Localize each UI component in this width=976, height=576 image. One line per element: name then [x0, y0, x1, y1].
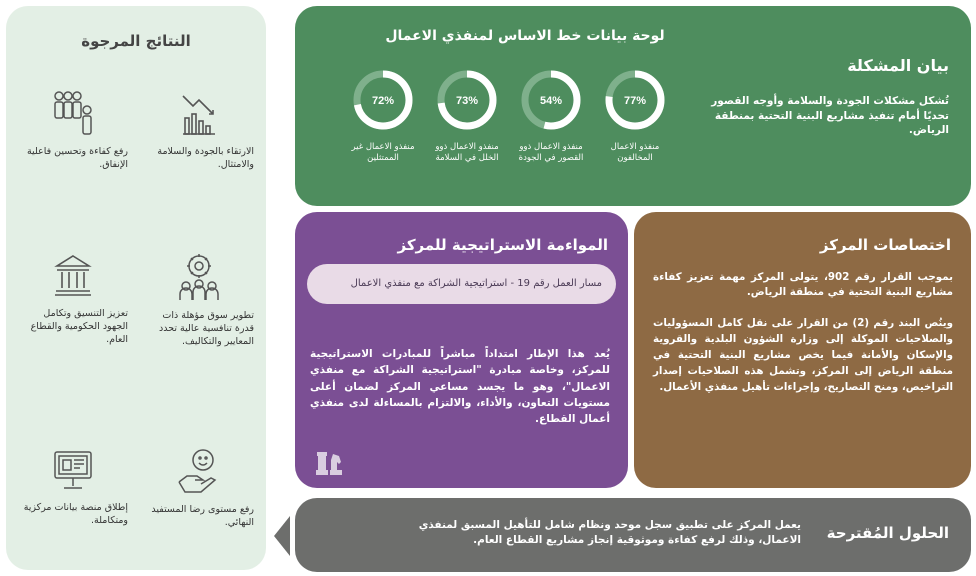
kpi-gauge — [427, 68, 507, 164]
problem-body: تُشكل مشكلات الجودة والسلامة وأوجه القصور تحديًا أمام تنفيذ مشاريع البنية التحتية بمنطقة الرياض. — [711, 95, 949, 137]
arrow-left-icon — [274, 516, 290, 556]
chess-pieces-icon — [315, 448, 345, 478]
competencies-body-2: وينُص البند رقم (2) من القرار على نقل كامل المسؤوليات والصلاحيات الموكلة إلى وزارة الشؤون البلدية والقروية والإسكان والأمانة فيما يخص مشاريع البنية التحتية في منطقة الرياض إلى المركز، وتشمل هذه الصلاحيات إصدار التراخيص، ومنح التصاريح، وإجراءات تأهيل منفذي الأعمال. — [653, 317, 953, 393]
outcome-item — [14, 446, 132, 528]
kpi-gauge — [511, 68, 591, 164]
ring-gauge-icon — [519, 68, 583, 132]
hand-satisfaction-icon — [177, 446, 221, 496]
competencies-title: اختصاصات المركز — [819, 236, 951, 254]
gauge-value: 73% — [455, 95, 479, 107]
gauge-value: 54% — [539, 95, 563, 107]
gauge-value: 72% — [371, 95, 395, 107]
ring-gauge-icon — [351, 68, 415, 132]
government-building-icon — [53, 252, 93, 300]
outcomes-panel — [6, 6, 266, 570]
gauge-label: منفذو الاعمال ذوو الخلل في السلامة — [435, 142, 499, 164]
ring-gauge-icon — [603, 68, 667, 132]
proposed-solutions-bar — [295, 498, 971, 572]
outcome-label: إطلاق منصة بيانات مركزية ومتكاملة. — [23, 502, 128, 526]
chart-decline-icon — [179, 88, 219, 138]
kpi-gauge — [595, 68, 675, 164]
outcome-label: تعزيز التنسيق وتكامل الجهود الحكومية والقطاع العام. — [30, 308, 128, 345]
outcome-label: تطوير سوق مؤهلة ذات قدرة تنافسية عالية تحدد المعايير والتكاليف. — [159, 310, 254, 347]
outcome-item — [14, 88, 132, 172]
gauge-label: منفذو الاعمال المخالفون — [610, 142, 660, 164]
outcomes-title: النتائج المرجوة — [81, 32, 191, 50]
solutions-title: الحلول المُقترحة — [826, 524, 949, 542]
people-group-icon — [51, 88, 95, 138]
alignment-title: المواءمة الاستراتيجية للمركز — [397, 236, 608, 254]
team-gear-icon — [177, 252, 221, 302]
dashboard-title: لوحة بيانات خط الاساس لمنفذي الاعمال — [385, 28, 665, 44]
competencies-body-1: بموجب القرار رقم 902، يتولى المركز مهمة تعزيز كفاءة مشاريع البنية التحتية في منطقة الرياض. — [653, 271, 953, 299]
gauge-label: منفذو الاعمال ذوو القصور في الجودة — [518, 142, 584, 164]
center-competencies-card — [634, 212, 971, 488]
alignment-body: يُعد هذا الإطار امتداداً مباشراً للمبادرات الاستراتيجية للمركز، وخاصة مبادرة "استراتيجية الشراكة مع منفذي الاعمال"، وهو ما يجسد مساعي المركز لضمان أعلى مستويات التعاون، والأداء، والالتزام بالمساءلة لدى منفذي أعمال القطاع. — [310, 348, 610, 426]
outcome-item — [140, 252, 258, 348]
outcome-label: رفع مستوى رضا المستفيد النهائي. — [151, 504, 254, 528]
outcome-item — [140, 88, 258, 172]
kpi-gauge — [343, 68, 423, 164]
outcome-item — [140, 446, 258, 530]
problem-title: بيان المشكلة — [847, 56, 949, 75]
outcome-label: الارتقاء بالجودة والسلامة والامتثال. — [157, 146, 254, 170]
ring-gauge-icon — [435, 68, 499, 132]
outcome-label: رفع كفاءة وتحسين فاعلية الإنفاق. — [26, 146, 128, 170]
data-platform-icon — [52, 446, 94, 494]
solutions-body: يعمل المركز على تطبيق سجل موحد ونظام شامل للتأهيل المسبق لمنفذي الاعمال، وذلك لرفع كفاءة وموثوقية إنجاز مشاريع القطاع العام. — [418, 519, 801, 547]
gauge-label: منفذو الاعمال غير الممتثلين — [351, 142, 415, 164]
strategic-alignment-card — [295, 212, 628, 488]
workstream-pill: مسار العمل رقم 19 - استراتيجية الشراكة مع منفذي الاعمال — [307, 264, 616, 304]
outcome-item — [14, 252, 132, 346]
gauge-value: 77% — [623, 95, 647, 107]
baseline-dashboard — [295, 6, 971, 206]
